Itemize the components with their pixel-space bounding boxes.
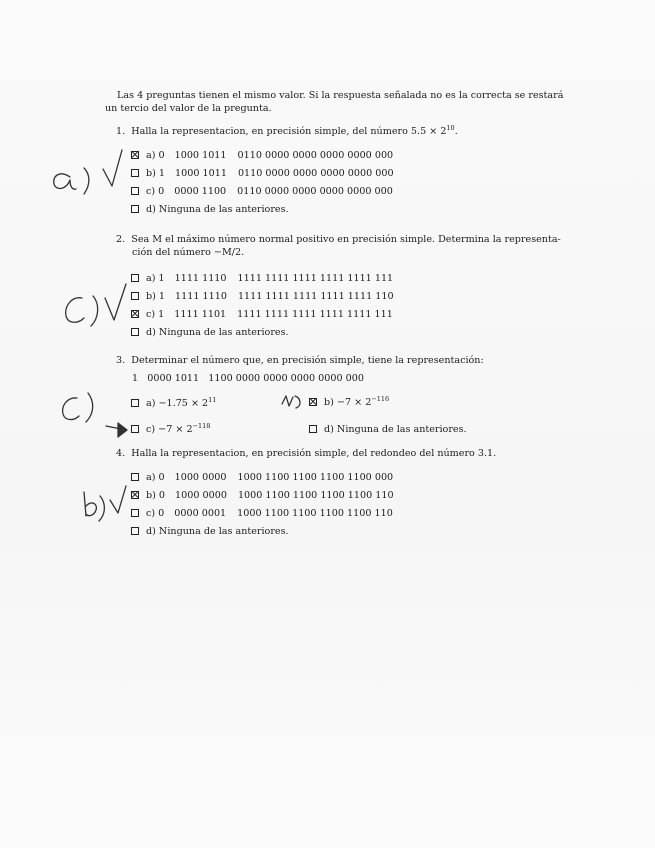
question-4-text: Halla la representacion, en precisión simple, del redondeo del número 3.1. bbox=[131, 448, 497, 459]
instructions-line-2: un tercio del valor de la pregunta. bbox=[105, 102, 272, 114]
option-label: c) 0 bbox=[146, 186, 165, 197]
option-label: d) Ninguna de las anteriores. bbox=[146, 204, 289, 215]
handwritten-answer-q1 bbox=[54, 150, 122, 194]
option-label: a) 0 bbox=[146, 472, 165, 483]
option-mantissa: 1000 1100 1100 1100 1100 110 bbox=[237, 490, 394, 501]
option-label: c) −7 × 2 bbox=[146, 424, 193, 435]
handwritten-answer-q2 bbox=[66, 284, 126, 326]
question-2-number: 2. bbox=[116, 234, 126, 245]
option-mantissa: 0110 0000 0000 0000 0000 000 bbox=[237, 186, 393, 197]
option-exponent: −118 bbox=[192, 422, 211, 430]
option-label: d) Ninguna de las anteriores. bbox=[146, 327, 289, 338]
option-label: c) 1 bbox=[146, 309, 165, 320]
question-3-representation: 1 0000 1011 1100 0000 0000 0000 0000 000 bbox=[132, 373, 364, 384]
option-label: b) −7 × 2 bbox=[324, 397, 372, 408]
option-exponent: 0000 1100 bbox=[174, 186, 227, 197]
option-mantissa: 1111 1111 1111 1111 1111 111 bbox=[237, 309, 393, 320]
option-mantissa: 1000 1100 1100 1100 1100 110 bbox=[237, 508, 393, 519]
option-exponent: 1000 0000 bbox=[175, 490, 227, 501]
option-label: a) 1 bbox=[146, 273, 165, 284]
handwritten-scribble bbox=[282, 396, 300, 408]
option-mantissa: 1111 1111 1111 1111 1111 111 bbox=[237, 273, 394, 284]
option-exponent: 1000 0000 bbox=[174, 472, 227, 483]
option-label: b) 0 bbox=[146, 490, 166, 501]
question-2-text-line-1: Sea M el máximo número normal positivo en precisión simple. Determina la representa- bbox=[131, 234, 561, 245]
question-3-text: Determinar el número que, en precisión simple, tiene la representación: bbox=[131, 355, 484, 366]
handwritten-answer-q3 bbox=[63, 393, 127, 437]
option-label: a) 0 bbox=[146, 150, 165, 161]
question-4-number: 4. bbox=[116, 448, 126, 459]
option-mantissa: 0110 0000 0000 0000 0000 000 bbox=[237, 168, 394, 179]
option-exponent: 0000 0001 bbox=[174, 508, 227, 519]
option-mantissa: 1000 1100 1100 1100 1100 000 bbox=[237, 472, 394, 483]
question-2-text-line-2: ción del número −M/2. bbox=[132, 246, 245, 258]
option-exponent: 1111 1110 bbox=[174, 273, 227, 284]
question-1-exponent: 10 bbox=[446, 124, 455, 132]
question-1-tail: . bbox=[454, 126, 458, 137]
instructions-line-1: Las 4 preguntas tienen el mismo valor. Si la respuesta señalada no es la correcta se restará bbox=[117, 90, 564, 101]
option-label: b) 1 bbox=[146, 291, 166, 302]
option-label: b) 1 bbox=[146, 168, 166, 179]
option-label: d) Ninguna de las anteriores. bbox=[146, 526, 289, 537]
option-label: c) 0 bbox=[146, 508, 165, 519]
question-1-text: Halla la representacion, en precisión simple, del número 5.5 × 2 bbox=[131, 126, 447, 137]
option-exponent: 1111 1101 bbox=[174, 309, 227, 320]
option-label: d) Ninguna de las anteriores. bbox=[324, 424, 467, 435]
question-3-number: 3. bbox=[116, 355, 126, 366]
option-label: a) −1.75 × 2 bbox=[146, 398, 209, 409]
option-mantissa: 1111 1111 1111 1111 1111 110 bbox=[237, 291, 394, 302]
option-mantissa: 0110 0000 0000 0000 0000 000 bbox=[237, 150, 394, 161]
option-exponent: 11 bbox=[208, 396, 217, 404]
option-exponent: 1111 1110 bbox=[175, 291, 227, 302]
option-exponent: −116 bbox=[371, 395, 390, 403]
option-exponent: 1000 1011 bbox=[174, 150, 227, 161]
handwritten-answer-q4 bbox=[84, 486, 126, 521]
option-exponent: 1000 1011 bbox=[175, 168, 227, 179]
question-1-number: 1. bbox=[116, 126, 126, 137]
